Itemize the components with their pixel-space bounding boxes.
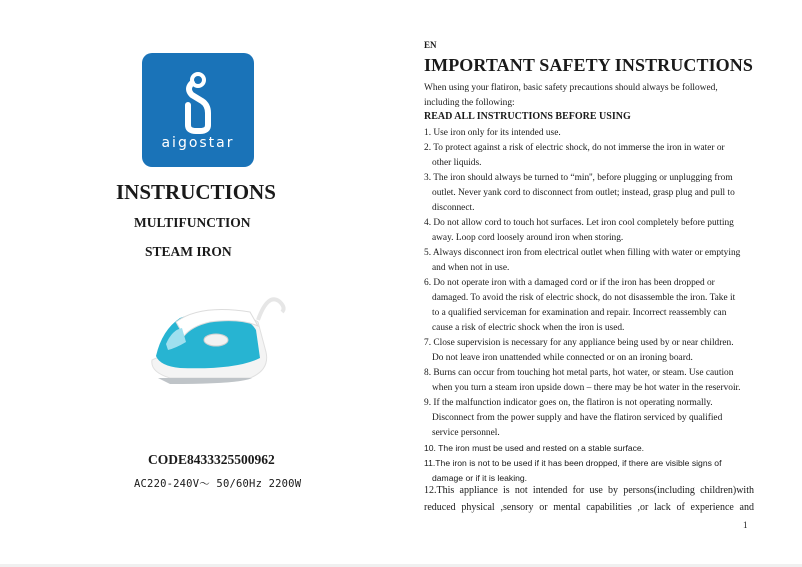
- page-number: 1: [743, 520, 748, 530]
- steam-iron-image: [140, 282, 290, 390]
- language-label: EN: [424, 40, 437, 50]
- item-line: 10. The iron must be used and rested on a stable surface.: [424, 443, 645, 453]
- list-item-5: [424, 246, 754, 276]
- cover-title: INSTRUCTIONS: [116, 180, 276, 204]
- item-line: 1. Use iron only for its intended use.: [424, 128, 561, 138]
- cover-subtitle-2: STEAM IRON: [145, 244, 232, 259]
- item-line: 5. Always disconnect iron from electrical outlet when filling with water or emptying: [424, 248, 741, 258]
- item-line: 6. Do not operate iron with a damaged cord or if the iron has been dropped or: [424, 278, 715, 288]
- item-line: 4. Do not allow cord to touch hot surfaces. Let iron cool completely before putting: [424, 218, 734, 228]
- item-line: 9. If the malfunction indicator goes on, the flatiron is not operating normally.: [424, 398, 713, 408]
- list-item-10: [424, 441, 754, 456]
- item-line: other liquids.: [432, 158, 482, 168]
- intro-line: When using your flatiron, basic safety precautions should always be followed,: [424, 83, 718, 93]
- item-line: reduced physical ,sensory or mental capabilities ,or lack of experience and: [424, 502, 754, 513]
- item-line: 11.The iron is not to be used if it has been dropped, if there are visible signs of: [424, 458, 722, 468]
- item-line: outlet. Never yank cord to disconnect from outlet; instead, grasp plug and pull to: [432, 188, 735, 198]
- item-line: 8. Burns can occur from touching hot metal parts, hot water, or steam. Use caution: [424, 368, 734, 378]
- list-item-9: [424, 396, 754, 441]
- aigostar-logo: [142, 53, 254, 167]
- item-line: Do not leave iron unattended while connected or on an ironing board.: [432, 353, 693, 363]
- item-line: 7. Close supervision is necessary for any appliance being used by or near children.: [424, 338, 734, 348]
- intro-paragraph: [424, 81, 754, 111]
- brand-name: aigostar: [161, 135, 235, 151]
- item-line: and when not in use.: [432, 263, 510, 273]
- safety-list: [424, 126, 754, 486]
- list-item-3: [424, 171, 754, 216]
- page-heading: IMPORTANT SAFETY INSTRUCTIONS: [424, 55, 753, 75]
- list-item-1: [424, 126, 754, 141]
- list-item-2: [424, 141, 754, 171]
- product-code: CODE8433325500962: [148, 452, 275, 467]
- item-line: damage or if it is leaking.: [432, 473, 528, 483]
- intro-line: including the following:: [424, 98, 515, 108]
- item-line: away. Loop cord loosely around iron when storing.: [432, 233, 624, 243]
- list-item-4: [424, 216, 754, 246]
- item-line: cause a risk of electric shock when the iron is used.: [432, 323, 625, 333]
- item-line: 3. The iron should always be turned to “min'', before plugging or unplugging from: [424, 173, 733, 183]
- read-all-heading: READ ALL INSTRUCTIONS BEFORE USING: [424, 111, 631, 122]
- list-item-8: [424, 366, 754, 396]
- list-item-12: [424, 482, 754, 516]
- item-line: Disconnect from the power supply and have the flatiron serviced by qualified: [432, 413, 723, 423]
- item-line: 12.This appliance is not intended for use by persons(including children)with: [424, 485, 754, 496]
- cover-subtitle-1: MULTIFUNCTION: [134, 215, 251, 230]
- item-line: 2. To protect against a risk of electric shock, do not immerse the iron in water or: [424, 143, 725, 153]
- item-line: when you turn a steam iron upside down – there may be hot water in the reservoir.: [432, 383, 741, 393]
- power-rating: AC220-240V〜 50/60Hz 2200W: [134, 478, 302, 490]
- list-item-6: [424, 276, 754, 336]
- item-line: damaged. To avoid the risk of electric shock, do not disassemble the iron. Take it: [432, 293, 736, 303]
- item-line: disconnect.: [432, 203, 475, 213]
- list-item-7: [424, 336, 754, 366]
- item-line: to a qualified serviceman for examination and repair. Incorrect reassembly can: [432, 308, 727, 318]
- item-line: service personnel.: [432, 428, 500, 438]
